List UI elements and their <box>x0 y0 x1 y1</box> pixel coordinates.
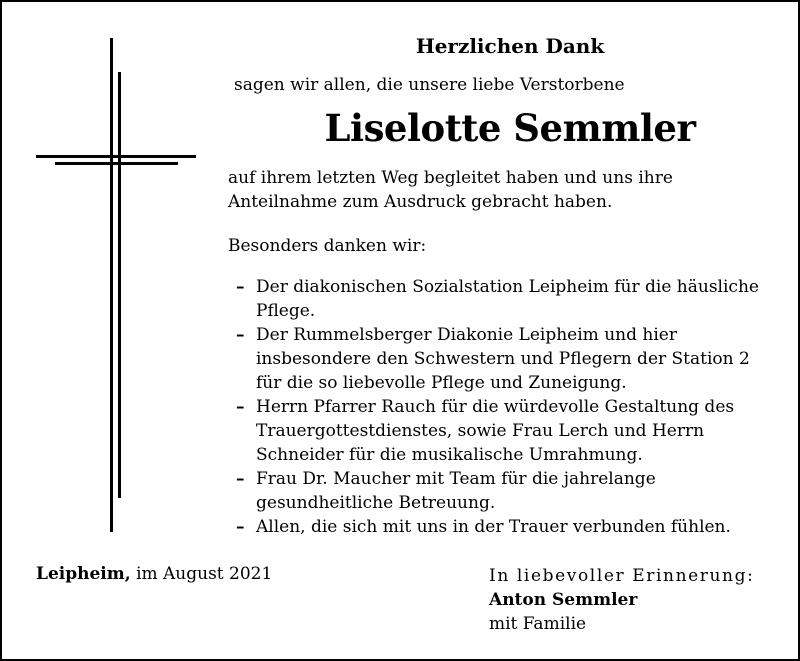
date: im August 2021 <box>136 564 273 584</box>
intro-text: sagen wir allen, die unsere liebe Verstorbene <box>234 75 625 95</box>
list-item <box>234 467 794 515</box>
thanks-intro: Besonders danken wir: <box>228 236 427 256</box>
list-item-line: Pflege. <box>256 301 316 321</box>
list-item-line: Herrn Pfarrer Rauch für die würdevolle Gestaltung des <box>256 397 735 417</box>
place: Leipheim, <box>36 564 131 584</box>
dash-bullet: – <box>236 517 245 537</box>
cross-horizontal-short <box>55 162 178 165</box>
dash-bullet: – <box>236 325 245 345</box>
dash-bullet: – <box>236 469 245 489</box>
list-item-line: Der diakonischen Sozialstation Leipheim für die häusliche <box>256 277 759 297</box>
thanks-list <box>234 275 794 539</box>
list-item-line: Trauergottestdienstes, sowie Frau Lerch und Herrn <box>256 421 705 441</box>
body-line-2: Anteilnahme zum Ausdruck gebracht haben. <box>228 192 613 212</box>
list-item-line: Der Rummelsberger Diakonie Leipheim und hier <box>256 325 677 345</box>
dash-bullet: – <box>236 397 245 417</box>
closing-greeting: In liebevoller Erinnerung: <box>489 566 755 586</box>
closing-block <box>489 564 754 636</box>
cross-vertical-long <box>110 38 113 532</box>
list-item <box>234 515 794 539</box>
dash-bullet: – <box>236 277 245 297</box>
place-date <box>36 564 272 584</box>
list-item-line: insbesondere den Schwestern und Pflegern der Station 2 <box>256 349 750 369</box>
cross-horizontal-long <box>36 155 196 158</box>
signer-name: Anton Semmler <box>489 590 638 610</box>
list-item <box>234 275 794 323</box>
cross-vertical-short <box>118 72 121 498</box>
deceased-name: Liselotte Semmler <box>324 106 696 150</box>
list-item-line: Frau Dr. Maucher mit Team für die jahrelange <box>256 469 656 489</box>
body-line-1: auf ihrem letzten Weg begleitet haben und uns ihre <box>228 168 673 188</box>
page-title: Herzlichen Dank <box>415 34 605 58</box>
list-item <box>234 323 794 395</box>
list-item-line: Schneider für die musikalische Umrahmung. <box>256 445 643 465</box>
list-item <box>234 395 794 467</box>
list-item-line: für die so liebevolle Pflege und Zuneigung. <box>256 373 627 393</box>
signer-family: mit Familie <box>489 614 587 634</box>
list-item-line: gesundheitliche Betreuung. <box>256 493 496 513</box>
list-item-line: Allen, die sich mit uns in der Trauer verbunden fühlen. <box>256 517 731 537</box>
